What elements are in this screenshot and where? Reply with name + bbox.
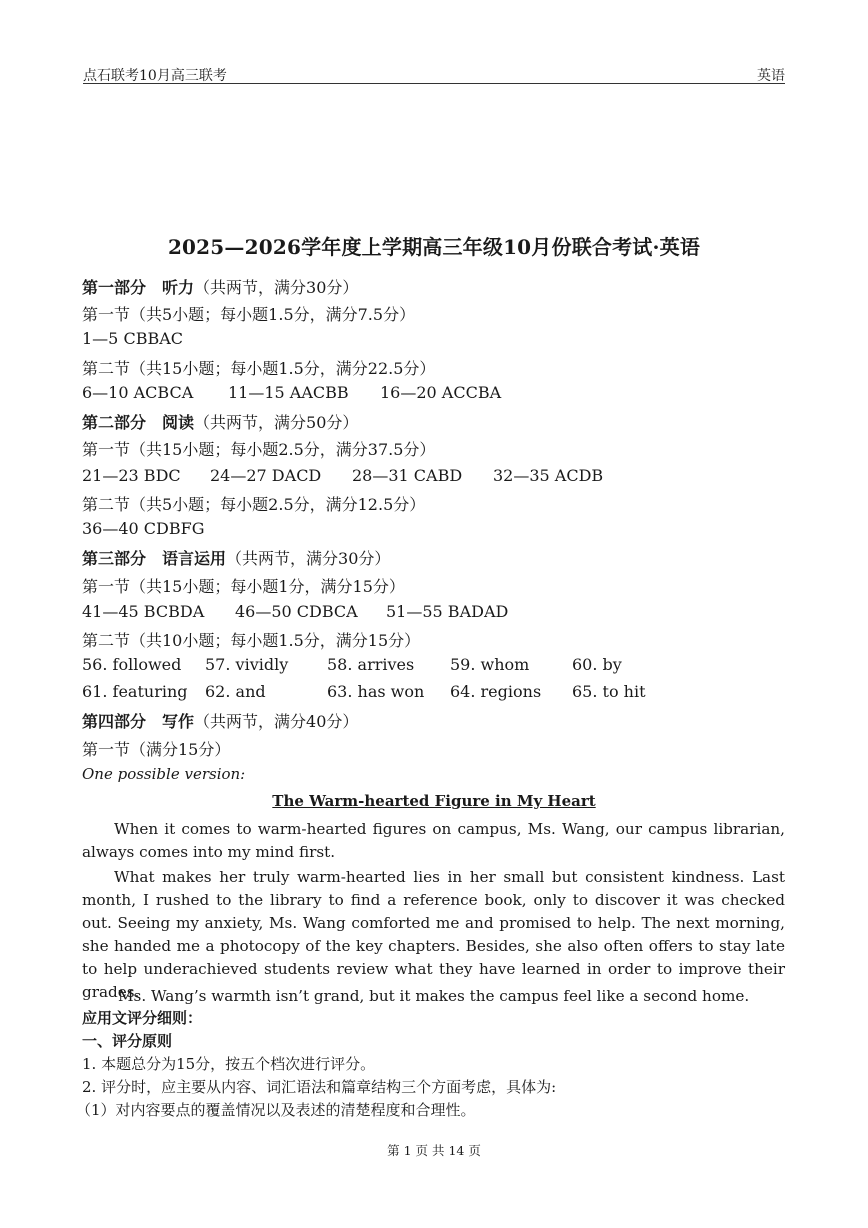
part2-sec2: 第二节（共5小题；每小题2.5分，满分12.5分）: [82, 495, 426, 514]
page-footer: 第 1 页 共 14 页: [387, 1143, 481, 1158]
part3-note: （共两节，满分30分）: [226, 549, 391, 568]
answer-group: 28—31 CABD: [352, 466, 463, 485]
answer-group: 32—35 ACDB: [493, 466, 604, 485]
part3-heading: 第三部分 语言运用: [82, 549, 227, 568]
answer-group: 11—15 AACBB: [228, 383, 349, 402]
header-subject: 英语: [757, 68, 785, 84]
answer-item: 58. arrives: [327, 655, 415, 674]
answer-item: 64. regions: [450, 682, 542, 701]
part2-sec1: 第一节（共15小题；每小题2.5分，满分37.5分）: [82, 440, 436, 459]
answer-group: 51—55 BADAD: [386, 602, 509, 621]
part3-sec1: 第一节（共15小题；每小题1分，满分15分）: [82, 577, 405, 596]
part1-sec2: 第二节（共15小题；每小题1.5分，满分22.5分）: [82, 359, 436, 378]
answer-item: 57. vividly: [205, 655, 289, 674]
essay-paragraph-3: Ms. Wang’s warmth isn’t grand, but it makes the campus feel like a second home.: [118, 987, 750, 1005]
rule-item: （1）对内容要点的覆盖情况以及表述的清楚程度和合理性。: [76, 1101, 476, 1119]
answer-group: 46—50 CDBCA: [235, 602, 358, 621]
part1-heading-line: [82, 275, 358, 298]
essay-title: The Warm-hearted Figure in My Heart: [272, 792, 596, 810]
answer-group: 24—27 DACD: [210, 466, 322, 485]
part2-heading: 第二部分 阅读: [82, 413, 195, 432]
part4-sec1: 第一节（满分15分）: [82, 740, 231, 759]
part2-note: （共两节，满分50分）: [194, 413, 359, 432]
answer-group: 21—23 BDC: [82, 466, 181, 485]
part4-note: （共两节，满分40分）: [194, 712, 359, 731]
answer-item: 62. and: [205, 682, 266, 701]
answer-item: 63. has won: [327, 682, 425, 701]
answer-group: 16—20 ACCBA: [380, 383, 502, 402]
part4-heading: 第四部分 写作: [82, 712, 195, 731]
part1-ans1: 1—5 CBBAC: [82, 329, 183, 348]
document-title: 2025—2026学年度上学期高三年级10月份联合考试·英语: [167, 235, 701, 259]
part3-heading-line: [82, 546, 390, 569]
answer-item: 61. featuring: [82, 682, 188, 701]
rules-heading: 应用文评分细则：: [82, 1009, 203, 1027]
essay-paragraph-2: What makes her truly warm-hearted lies in her small but consistent kindness. Last month, I rushed to the library to find a reference book, only to discover it was checked out. Seeing my anxiety, Ms. Wang comforted me and promised to help. The next morning, she handed me a photocopy of the key chapters. Besides, she also often offers to stay late to help underachieved students review what they have learned in order to improve their grades.: [82, 868, 785, 1001]
rule-item: 1. 本题总分为15分，按五个档次进行评分。: [82, 1055, 376, 1073]
answer-group: 6—10 ACBCA: [82, 383, 194, 402]
header-exam-name: 点石联考10月高三联考: [83, 68, 227, 84]
part4-heading-line: [82, 709, 358, 732]
part1-sec1: 第一节（共5小题；每小题1.5分，满分7.5分）: [82, 305, 416, 324]
essay-paragraph-1: When it comes to warm-hearted figures on campus, Ms. Wang, our campus librarian, always comes into my mind first.: [82, 820, 785, 861]
answer-item: 60. by: [572, 655, 622, 674]
answer-group: 41—45 BCBDA: [82, 602, 205, 621]
part3-sec2: 第二节（共10小题；每小题1.5分，满分15分）: [82, 631, 421, 650]
answer-item: 65. to hit: [572, 682, 646, 701]
rules-section-heading: 一、评分原则: [82, 1032, 173, 1050]
answer-item: 56. followed: [82, 655, 182, 674]
part1-heading: 第一部分 听力: [82, 278, 195, 297]
part2-ans2: 36—40 CDBFG: [82, 519, 205, 538]
rule-item: 2. 评分时，应主要从内容、词汇语法和篇章结构三个方面考虑，具体为:: [82, 1078, 557, 1096]
part1-note: （共两节，满分30分）: [194, 278, 359, 297]
part2-heading-line: [82, 410, 358, 433]
page-header: [83, 63, 785, 84]
essay-version-label: One possible version:: [82, 765, 246, 783]
answer-item: 59. whom: [450, 655, 530, 674]
